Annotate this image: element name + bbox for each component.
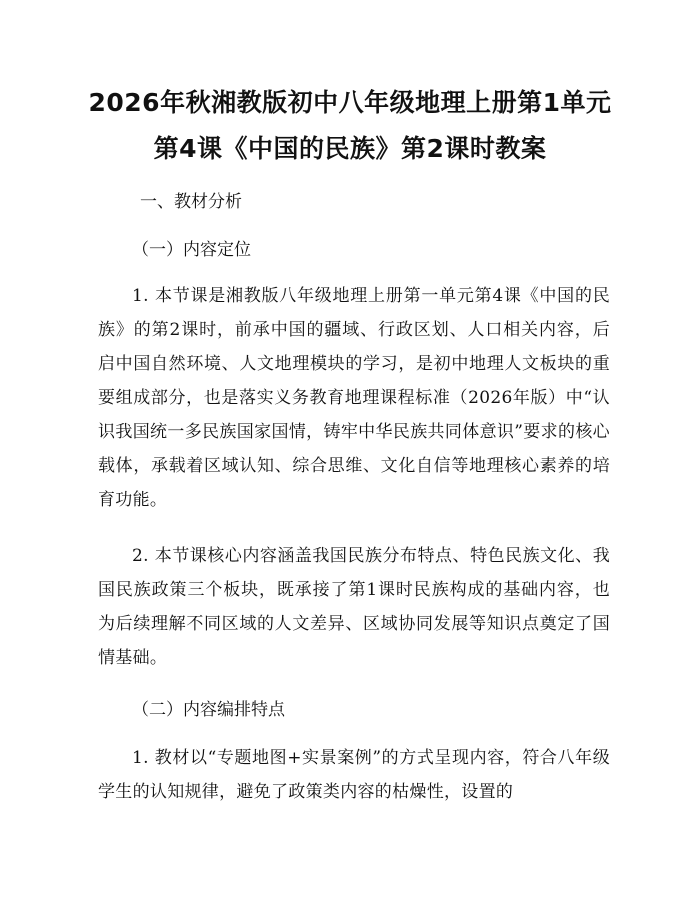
paragraph-positioning-2: 2. 本节课核心内容涵盖我国民族分布特点、特色民族文化、我国民族政策三个板块，既承接了第1课时民族构成的基础内容，也为后续理解不同区域的人文差异、区域协同发展等知识点奠定了国情基础。: [98, 546, 610, 668]
section-heading-textbook-analysis: 一、教材分析: [140, 192, 242, 212]
subsection-heading-content-positioning: （一）内容定位: [132, 240, 251, 260]
document-title: 2026年秋湘教版初中八年级地理上册第1单元第4课《中国的民族》第2课时教案: [88, 88, 612, 163]
subsection-heading-arrangement-features: （二）内容编排特点: [132, 700, 285, 720]
paragraph-positioning-1: 1. 本节课是湘教版八年级地理上册第一单元第4课《中国的民族》的第2课时，前承中国的疆域、行政区划、人口相关内容，后启中国自然环境、人文地理模块的学习，是初中地理人文板块的重要组成部分，也是落实义务教育地理课程标准（2026年版）中“认识我国统一多民族国家国情，铸牢中华民族共同体意识”要求的核心载体，承载着区域认知、综合思维、文化自信等地理核心素养的培育功能。: [98, 286, 610, 510]
paragraph-arrangement-1: 1. 教材以“专题地图+实景案例”的方式呈现内容，符合八年级学生的认知规律，避免了政策类内容的枯燥性，设置的: [98, 748, 610, 802]
